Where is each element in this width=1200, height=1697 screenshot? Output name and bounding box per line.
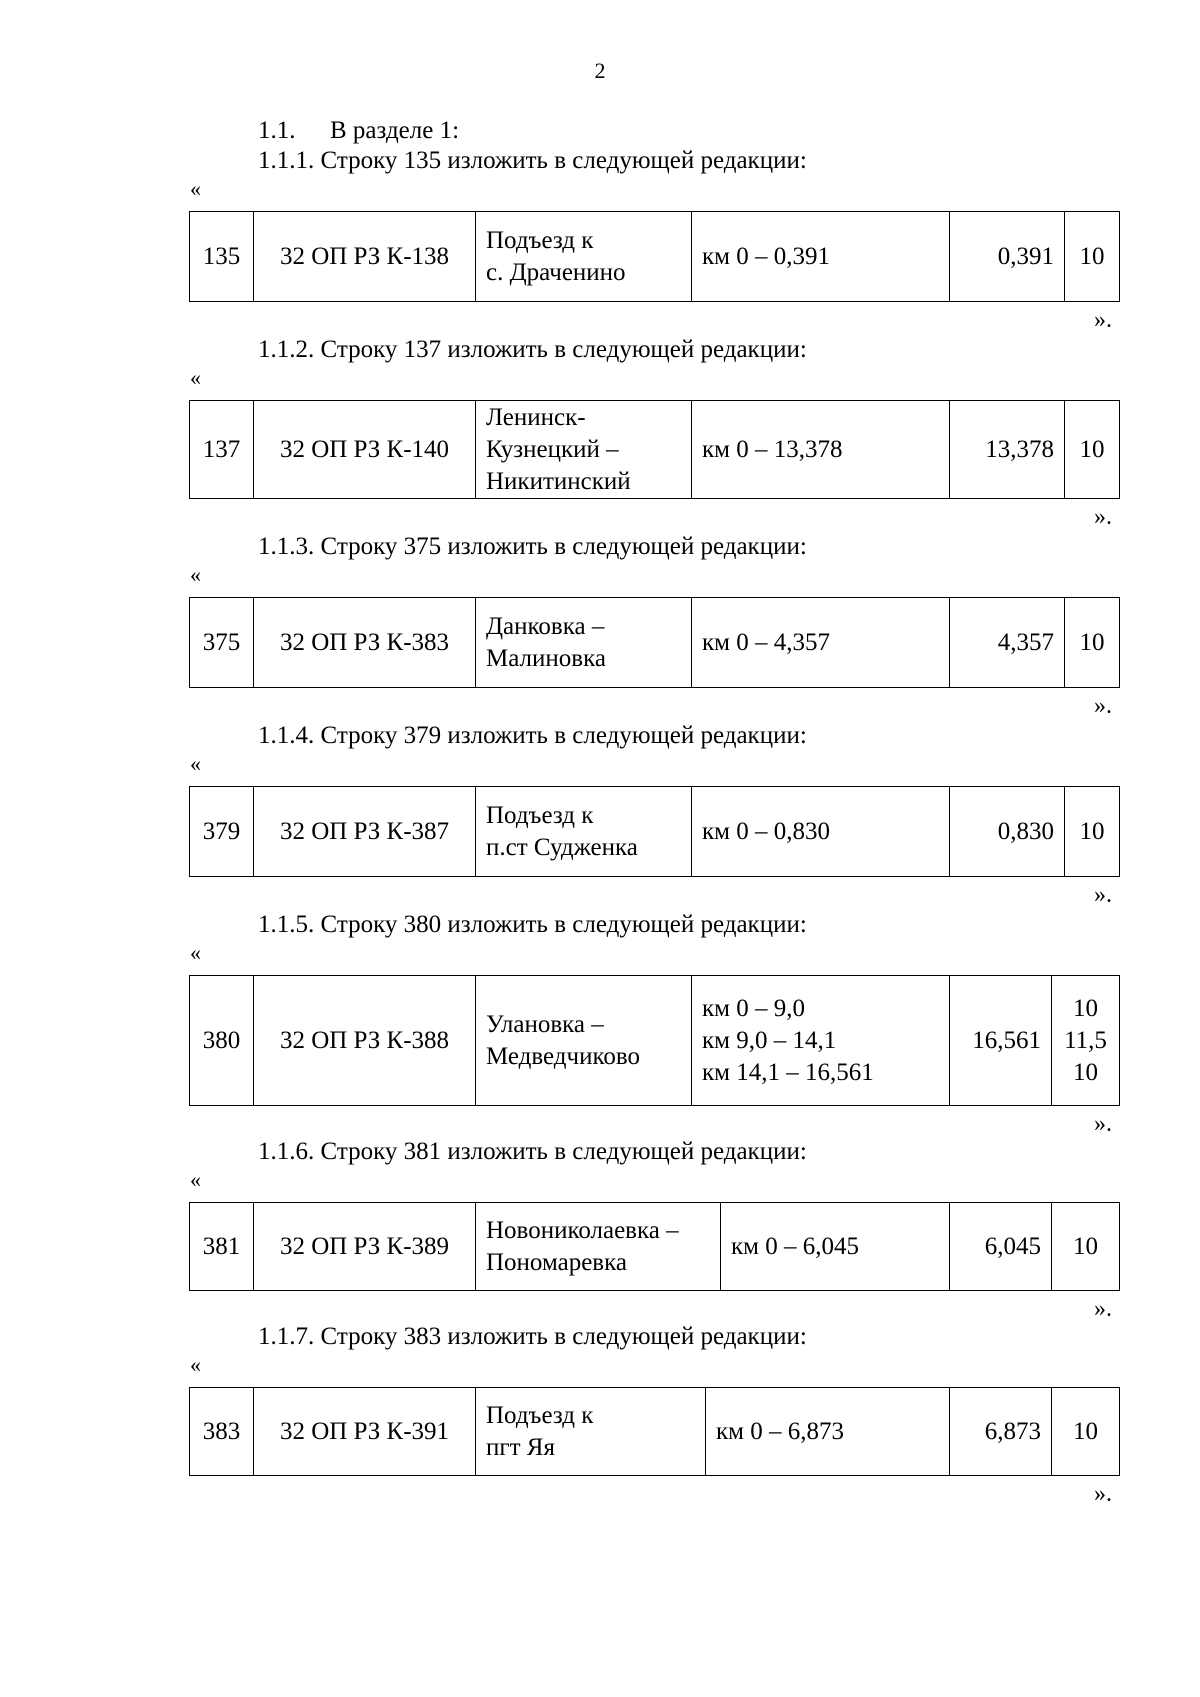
value-line: 10: [1079, 435, 1105, 463]
value-cell: [1052, 1388, 1120, 1476]
km-range-cell: [692, 212, 950, 302]
road-row-table: [189, 975, 1120, 1106]
km-range-cell: [692, 401, 950, 499]
km-range-cell: [706, 1388, 950, 1476]
road-row-table: [189, 211, 1120, 302]
section-title: В разделе 1:: [330, 117, 460, 144]
road-name-line: Пономаревка: [486, 1248, 627, 1276]
length-cell: 0,830: [950, 787, 1065, 877]
open-quote: «: [190, 365, 201, 390]
close-quote: ».: [1094, 1296, 1112, 1322]
amendment-instruction: 1.1.7. Строку 383 изложить в следующей редакции:: [258, 1323, 807, 1350]
value-cell: [1065, 401, 1120, 499]
open-quote: «: [190, 176, 201, 201]
row-number-cell: 380: [190, 976, 254, 1106]
row-number-cell: 381: [190, 1203, 254, 1291]
road-row-table: [189, 786, 1120, 877]
value-cell: [1052, 1203, 1120, 1291]
amendment-instruction: 1.1.2. Строку 137 изложить в следующей редакции:: [258, 336, 807, 363]
road-name-line: Ленинск-: [486, 403, 586, 431]
open-quote: «: [190, 751, 201, 776]
row-number-cell: 137: [190, 401, 254, 499]
row-number-cell: 135: [190, 212, 254, 302]
amendment-instruction: 1.1.6. Строку 381 изложить в следующей редакции:: [258, 1138, 807, 1165]
road-name-line: Никитинский: [486, 467, 631, 495]
road-id-cell: 32 ОП РЗ К-388: [254, 976, 476, 1106]
section-number: 1.1.: [258, 117, 296, 144]
km-range-line: км 0 – 4,357: [702, 628, 830, 656]
row-number-cell: 379: [190, 787, 254, 877]
value-cell: [1065, 787, 1120, 877]
road-row-table: [189, 1387, 1120, 1476]
value-line: 10: [1079, 628, 1105, 656]
km-range-cell: [692, 598, 950, 688]
road-row-table: [189, 597, 1120, 688]
km-range-line: км 9,0 – 14,1: [702, 1026, 837, 1054]
close-quote: ».: [1094, 882, 1112, 908]
road-row-table: [189, 400, 1120, 499]
km-range-cell: [692, 976, 950, 1106]
road-name-line: пгт Яя: [486, 1433, 555, 1461]
length-cell: 6,873: [950, 1388, 1052, 1476]
road-name-line: Малиновка: [486, 644, 606, 672]
length-cell: 0,391: [950, 212, 1065, 302]
open-quote: «: [190, 1352, 201, 1377]
value-line: 10: [1073, 1058, 1098, 1086]
value-cell: [1052, 976, 1120, 1106]
road-id-cell: 32 ОП РЗ К-383: [254, 598, 476, 688]
row-number-cell: 375: [190, 598, 254, 688]
page-number: 2: [594, 58, 606, 83]
close-quote: ».: [1094, 307, 1112, 333]
value-line: 10: [1079, 817, 1105, 845]
amendment-instruction: 1.1.3. Строку 375 изложить в следующей редакции:: [258, 533, 807, 560]
road-name-cell: [476, 787, 692, 877]
km-range-line: км 0 – 13,378: [702, 435, 843, 463]
road-id-cell: 32 ОП РЗ К-387: [254, 787, 476, 877]
km-range-line: км 0 – 0,391: [702, 242, 830, 270]
length-cell: 4,357: [950, 598, 1065, 688]
road-name-cell: [476, 212, 692, 302]
table-row: [190, 787, 1120, 877]
road-name-line: Подъезд к: [486, 226, 594, 254]
km-range-line: км 14,1 – 16,561: [702, 1058, 874, 1086]
amendment-instruction: 1.1.4. Строку 379 изложить в следующей редакции:: [258, 722, 807, 749]
amendment-instruction: 1.1.1. Строку 135 изложить в следующей редакции:: [258, 147, 807, 174]
close-quote: ».: [1094, 504, 1112, 530]
length-cell: 16,561: [950, 976, 1052, 1106]
km-range-cell: [721, 1203, 950, 1291]
table-row: [190, 1388, 1120, 1476]
road-name-cell: [476, 976, 692, 1106]
open-quote: «: [190, 562, 201, 587]
road-name-cell: [476, 401, 692, 499]
close-quote: ».: [1094, 1481, 1112, 1507]
road-name-line: Кузнецкий –: [486, 435, 619, 463]
road-name-line: с. Драченино: [486, 258, 626, 286]
road-id-cell: 32 ОП РЗ К-391: [254, 1388, 476, 1476]
road-name-line: Новониколаевка –: [486, 1216, 679, 1244]
open-quote: «: [190, 940, 201, 965]
value-line: 10: [1073, 1417, 1098, 1445]
road-name-line: п.ст Судженка: [486, 833, 638, 861]
road-id-cell: 32 ОП РЗ К-138: [254, 212, 476, 302]
km-range-cell: [692, 787, 950, 877]
row-number-cell: 383: [190, 1388, 254, 1476]
road-name-line: Улановка –: [486, 1010, 604, 1038]
road-name-line: Данковка –: [486, 612, 605, 640]
length-cell: 13,378: [950, 401, 1065, 499]
km-range-line: км 0 – 0,830: [702, 817, 830, 845]
value-line: 10: [1073, 1232, 1098, 1260]
road-id-cell: 32 ОП РЗ К-389: [254, 1203, 476, 1291]
value-line: 11,5: [1064, 1026, 1107, 1054]
table-row: [190, 401, 1120, 499]
km-range-line: км 0 – 6,045: [731, 1232, 859, 1260]
km-range-line: км 0 – 9,0: [702, 994, 805, 1022]
value-cell: [1065, 212, 1120, 302]
km-range-line: км 0 – 6,873: [716, 1417, 844, 1445]
road-row-table: [189, 1202, 1120, 1291]
table-row: [190, 1203, 1120, 1291]
road-name-line: Подъезд к: [486, 801, 594, 829]
close-quote: ».: [1094, 693, 1112, 719]
section-heading: [258, 116, 459, 146]
road-name-line: Медведчиково: [486, 1042, 640, 1070]
road-name-cell: [476, 1203, 721, 1291]
road-name-line: Подъезд к: [486, 1401, 594, 1429]
close-quote: ».: [1094, 1111, 1112, 1137]
amendment-instruction: 1.1.5. Строку 380 изложить в следующей редакции:: [258, 911, 807, 938]
road-name-cell: [476, 598, 692, 688]
table-row: [190, 598, 1120, 688]
value-cell: [1065, 598, 1120, 688]
table-row: [190, 212, 1120, 302]
table-row: [190, 976, 1120, 1106]
road-name-cell: [476, 1388, 706, 1476]
road-id-cell: 32 ОП РЗ К-140: [254, 401, 476, 499]
value-line: 10: [1079, 242, 1105, 270]
value-line: 10: [1073, 994, 1098, 1022]
open-quote: «: [190, 1167, 201, 1192]
length-cell: 6,045: [950, 1203, 1052, 1291]
